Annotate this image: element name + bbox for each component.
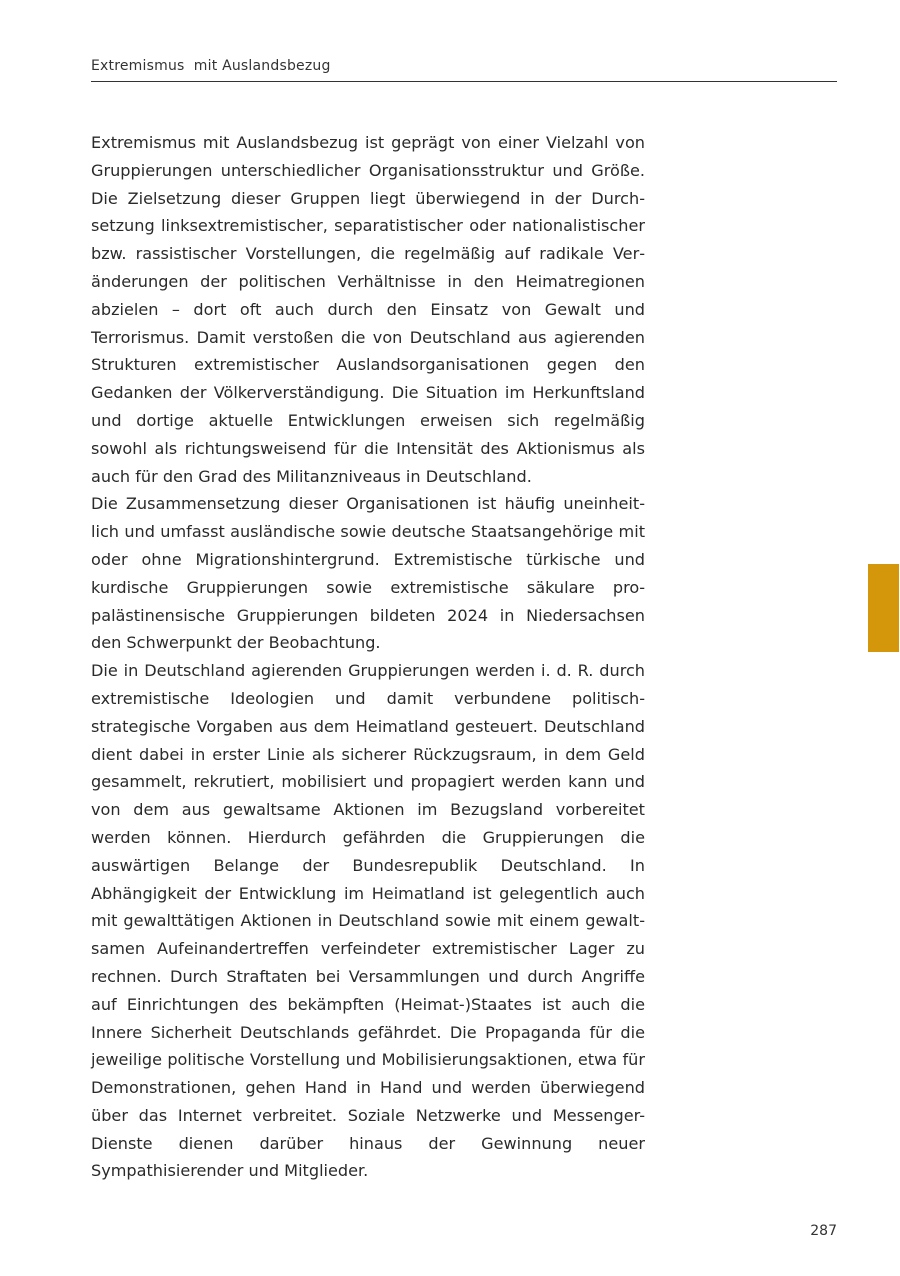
paragraph-2: Die Zusammensetzung dieser Organisationen ist häufig uneinheitlich und umfasst ausländische sowie deutsche Staatsangehörige mit oder ohne Migrationshintergrund. Extremistische türkische und kurdische Gruppierungen sowie extremistische säkulare propalästinensische Gruppierungen bildeten 2024 in Niedersachsen den Schwerpunkt der Beobachtung. [91,494,645,653]
chapter-side-tab [868,564,899,652]
paragraph-1: Extremismus mit Auslandsbezug ist geprägt von einer Vielzahl von Gruppierungen unterschiedlicher Organisationsstruktur und Größe. Die Zielsetzung dieser Gruppen liegt überwiegend in der Durchsetzung linksextremistischer, separatistischer oder nationalistischer bzw. rassistischer Vorstellungen, die regelmäßig auf radikale Veränderungen der politischen Verhältnisse in den Heimatregionen abzielen – dort oft auch durch den Einsatz von Gewalt und Terrorismus. Damit verstoßen die von Deutschland aus agierenden Strukturen extremistischer Auslandsorganisationen gegen den Gedanken der Völkerverständigung. Die Situation im Herkunftsland und dortige aktuelle Entwicklungen erweisen sich regelmäßig sowohl als richtungsweisend für die Intensität des Aktionismus als auch für den Grad des Militanzniveaus in Deutschland. [91,133,645,486]
page-number: 287 [810,1223,837,1239]
paragraph-3: Die in Deutschland agierenden Gruppierungen werden i. d. R. durch extremistische Ideologien und damit verbundene politisch-strategische Vorgaben aus dem Heimatland gesteuert. Deutschland dient dabei in erster Linie als sicherer Rückzugsraum, in dem Geld gesammelt, rekrutiert, mobilisiert und propagiert werden kann und von dem aus gewaltsame Aktionen im Bezugsland vorbereitet werden können. Hierdurch gefährden die Gruppierungen die auswärtigen Belange der Bundesrepublik Deutschland. In Abhängigkeit der Entwicklung im Heimatland ist gelegentlich auch mit gewalttätigen Aktionen in Deutschland sowie mit einem gewaltsamen Aufeinandertreffen verfeindeter extremistischer Lager zu rechnen. Durch Straftaten bei Versammlungen und durch Angriffe auf Einrichtungen des bekämpften (Heimat-)Staates ist auch die Innere Sicherheit Deutschlands gefährdet. Die Propaganda für die jeweilige politische Vorstellung und Mobilisierungsaktionen, etwa für Demonstrationen, gehen Hand in Hand und werden überwiegend über das Internet verbreitet. Soziale Netzwerke und Messenger-Dienste dienen darüber hinaus der Gewinnung neuer Sympathisierender und Mitglieder. [91,661,645,1181]
running-header [91,58,837,82]
running-header-title: Extremismus mit Auslandsbezug [91,58,331,74]
body-text [91,129,645,1185]
